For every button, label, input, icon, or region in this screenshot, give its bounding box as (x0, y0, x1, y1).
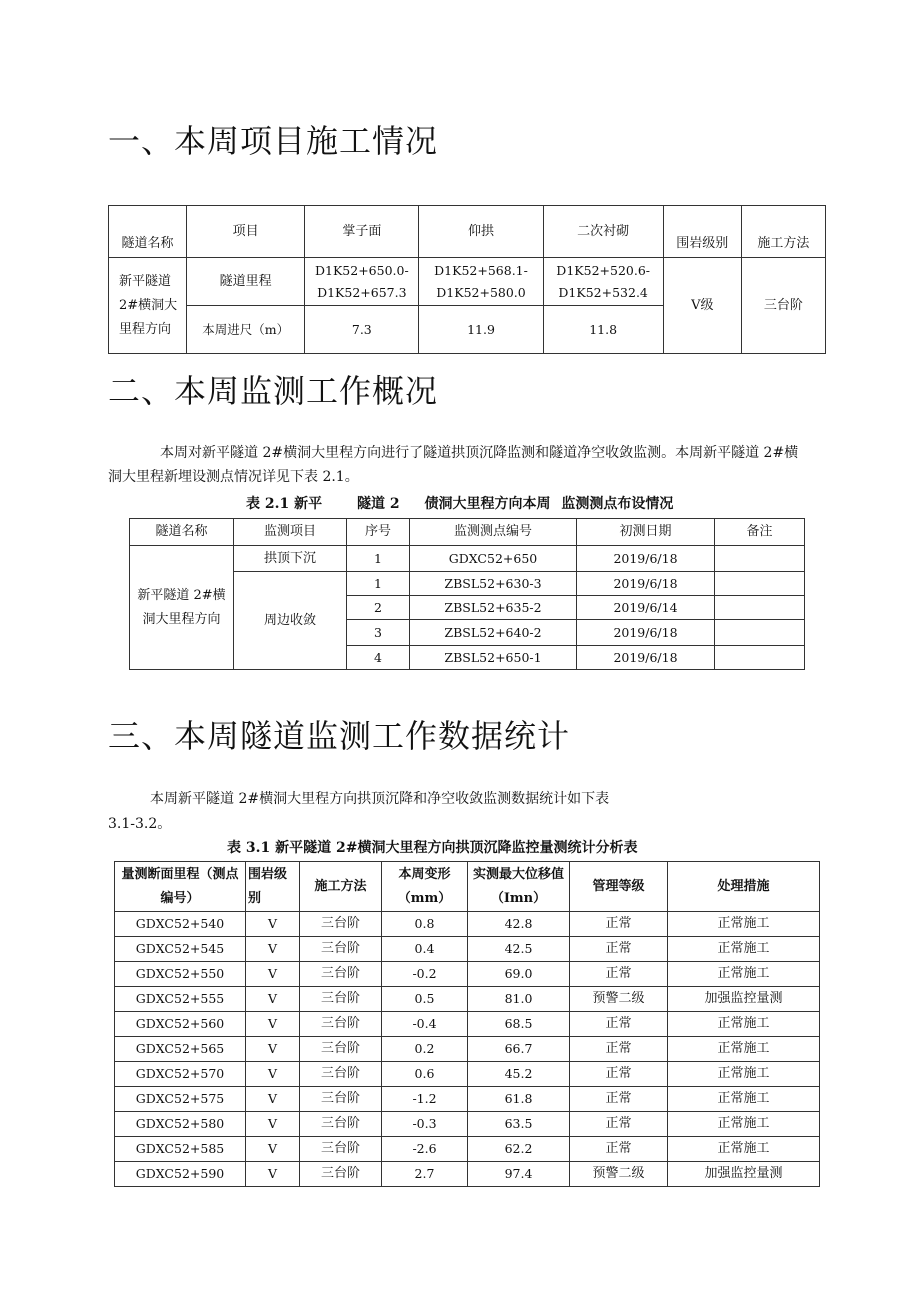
t2-code: ZBSL52+650-1 (410, 646, 577, 670)
t3-change: -1.2 (382, 1087, 468, 1112)
t3-level: 正常 (570, 912, 668, 937)
table-row (115, 1112, 820, 1137)
t2-note (715, 620, 805, 646)
t3-measure: 正常施工 (668, 1037, 820, 1062)
t2-note (715, 572, 805, 596)
method-cell: 三台阶 (741, 258, 825, 354)
t3-method: 三台阶 (300, 1012, 382, 1037)
t3-header-section: 量测断面里程（测点编号） (115, 862, 246, 912)
t3-max: 42.8 (468, 912, 570, 937)
t3-measure: 正常施工 (668, 937, 820, 962)
header-invert: 仰拱 (419, 206, 543, 258)
t3-method: 三台阶 (300, 1087, 382, 1112)
t3-measure: 正常施工 (668, 1137, 820, 1162)
t3-rock: V (246, 962, 300, 987)
t3-max: 81.0 (468, 987, 570, 1012)
t3-measure: 正常施工 (668, 912, 820, 937)
t3-measure: 正常施工 (668, 962, 820, 987)
t2-header-item: 监测项目 (234, 519, 347, 546)
t3-max: 61.8 (468, 1087, 570, 1112)
t3-change: 0.6 (382, 1062, 468, 1087)
tunnel-name-cell: 新平隧道 2#横洞大里程方向 (109, 258, 187, 354)
header-item: 项目 (187, 206, 305, 258)
table-row (115, 987, 820, 1012)
t3-method: 三台阶 (300, 1112, 382, 1137)
section3-paragraph-line2: 3.1-3.2。 (108, 816, 172, 832)
t2-date: 2019/6/14 (577, 596, 715, 620)
invert-mileage: D1K52+568.1-D1K52+580.0 (419, 258, 543, 306)
table2-caption (246, 493, 673, 513)
rock-grade-cell: Ⅴ级 (663, 258, 741, 354)
t2-date: 2019/6/18 (577, 572, 715, 596)
t2-code: ZBSL52+640-2 (410, 620, 577, 646)
t3-change: -0.4 (382, 1012, 468, 1037)
header-face: 掌子面 (305, 206, 419, 258)
section3-paragraph-line1: 本周新平隧道 2#横洞大里程方向拱顶沉降和净空收敛监测数据统计如下表 (150, 791, 610, 807)
t2-note (715, 546, 805, 572)
t3-level: 正常 (570, 962, 668, 987)
t2-code: ZBSL52+635-2 (410, 596, 577, 620)
t3-rock: V (246, 1162, 300, 1187)
t3-change: 0.2 (382, 1037, 468, 1062)
table-row (130, 546, 805, 572)
t2-no: 1 (347, 546, 410, 572)
caption-part-3: 债洞大里程方向本周 (424, 496, 551, 512)
t3-rock: V (246, 987, 300, 1012)
t3-measure: 加强监控量测 (668, 987, 820, 1012)
t2-header-note: 备注 (715, 519, 805, 546)
t2-date: 2019/6/18 (577, 620, 715, 646)
t3-section: GDXC52+555 (115, 987, 246, 1012)
t3-method: 三台阶 (300, 1162, 382, 1187)
face-mileage: D1K52+650.0-D1K52+657.3 (305, 258, 419, 306)
t3-rock: V (246, 912, 300, 937)
table-row (115, 1137, 820, 1162)
t3-change: -2.6 (382, 1137, 468, 1162)
t3-measure: 加强监控量测 (668, 1162, 820, 1187)
t3-section: GDXC52+565 (115, 1037, 246, 1062)
t3-rock: V (246, 1112, 300, 1137)
t3-header-measure: 处理措施 (668, 862, 820, 912)
t3-header-rock: 围岩级别 (246, 862, 300, 912)
header-secondary-lining: 二次衬砌 (543, 206, 663, 258)
t3-method: 三台阶 (300, 1137, 382, 1162)
t3-level: 正常 (570, 1012, 668, 1037)
t3-method: 三台阶 (300, 962, 382, 987)
lining-mileage: D1K52+520.6-D1K52+532.4 (543, 258, 663, 306)
t3-change: 0.8 (382, 912, 468, 937)
t3-max: 63.5 (468, 1112, 570, 1137)
t3-max: 66.7 (468, 1037, 570, 1062)
t2-header-tunnel: 隧道名称 (130, 519, 234, 546)
t3-rock: V (246, 1062, 300, 1087)
t3-method: 三台阶 (300, 912, 382, 937)
section3-title: 三、本周隧道监测工作数据统计 (108, 717, 571, 755)
t3-header-level: 管理等级 (570, 862, 668, 912)
t2-item-convergence: 周边收敛 (234, 572, 347, 670)
header-method: 施工方法 (741, 206, 825, 258)
t3-rock: V (246, 1087, 300, 1112)
table-row (115, 1162, 820, 1187)
t2-item-crown: 拱顶下沉 (234, 546, 347, 572)
t2-no: 2 (347, 596, 410, 620)
t3-section: GDXC52+590 (115, 1162, 246, 1187)
t3-rock: V (246, 1037, 300, 1062)
table-row (115, 1037, 820, 1062)
t2-header-no: 序号 (347, 519, 410, 546)
row-mileage-label: 隧道里程 (187, 258, 305, 306)
t3-change: 0.4 (382, 937, 468, 962)
invert-progress: 11.9 (419, 306, 543, 354)
t3-rock: V (246, 1012, 300, 1037)
t3-level: 预警二级 (570, 1162, 668, 1187)
t3-max: 69.0 (468, 962, 570, 987)
t3-section: GDXC52+540 (115, 912, 246, 937)
t3-method: 三台阶 (300, 937, 382, 962)
t2-date: 2019/6/18 (577, 546, 715, 572)
t3-level: 预警二级 (570, 987, 668, 1012)
table-row (115, 912, 820, 937)
table-row (115, 1062, 820, 1087)
t2-note (715, 596, 805, 620)
header-rock-grade: 围岩级别 (663, 206, 741, 258)
caption-part-4: 监测测点布设情况 (561, 496, 674, 512)
t3-max: 68.5 (468, 1012, 570, 1037)
table3-caption: 表 3.1 新平隧道 2#横洞大里程方向拱顶沉降监控量测统计分析表 (227, 840, 638, 856)
t3-section: GDXC52+550 (115, 962, 246, 987)
t3-header-change: 本周变形（mm） (382, 862, 468, 912)
t3-section: GDXC52+560 (115, 1012, 246, 1037)
t3-method: 三台阶 (300, 1037, 382, 1062)
t3-section: GDXC52+575 (115, 1087, 246, 1112)
t3-measure: 正常施工 (668, 1062, 820, 1087)
t3-max: 42.5 (468, 937, 570, 962)
caption-part-1: 表 2.1 新平 (246, 496, 323, 512)
caption-part-2: 隧道 2 (356, 496, 400, 512)
t2-no: 1 (347, 572, 410, 596)
t3-change: -0.2 (382, 962, 468, 987)
t3-level: 正常 (570, 1037, 668, 1062)
section2-title: 二、本周监测工作概况 (108, 372, 439, 410)
section2-paragraph: 本周对新平隧道 2#横洞大里程方向进行了隧道拱顶沉降监测和隧道净空收敛监测。本周新平隧道 2#横洞大里程新埋设测点情况详见下表 2.1。 (108, 445, 799, 485)
t3-header-max: 实测最大位移值（Imn） (468, 862, 570, 912)
lining-progress: 11.8 (543, 306, 663, 354)
t3-header-method: 施工方法 (300, 862, 382, 912)
t3-max: 97.4 (468, 1162, 570, 1187)
t2-tunnel-name: 新平隧道 2#横洞大里程方向 (130, 546, 234, 670)
construction-table (108, 205, 826, 354)
t3-measure: 正常施工 (668, 1012, 820, 1037)
t2-code: ZBSL52+630-3 (410, 572, 577, 596)
t3-level: 正常 (570, 1137, 668, 1162)
t3-section: GDXC52+545 (115, 937, 246, 962)
t3-max: 62.2 (468, 1137, 570, 1162)
t3-change: 2.7 (382, 1162, 468, 1187)
face-progress: 7.3 (305, 306, 419, 354)
crown-settlement-table (114, 861, 820, 1187)
t2-no: 4 (347, 646, 410, 670)
t3-rock: V (246, 937, 300, 962)
t3-method: 三台阶 (300, 987, 382, 1012)
t3-method: 三台阶 (300, 1062, 382, 1087)
t3-level: 正常 (570, 1062, 668, 1087)
row-progress-label: 本周进尺（m） (187, 306, 305, 354)
table-row (115, 1012, 820, 1037)
t2-note (715, 646, 805, 670)
t3-rock: V (246, 1137, 300, 1162)
t3-level: 正常 (570, 937, 668, 962)
t2-code: GDXC52+650 (410, 546, 577, 572)
t3-section: GDXC52+580 (115, 1112, 246, 1137)
t3-body (115, 912, 820, 1187)
table-row (115, 1087, 820, 1112)
t3-max: 45.2 (468, 1062, 570, 1087)
t2-no: 3 (347, 620, 410, 646)
t3-measure: 正常施工 (668, 1112, 820, 1137)
table-row (115, 962, 820, 987)
t2-header-code: 监测测点编号 (410, 519, 577, 546)
t2-header-date: 初测日期 (577, 519, 715, 546)
t3-section: GDXC52+585 (115, 1137, 246, 1162)
t3-section: GDXC52+570 (115, 1062, 246, 1087)
t3-level: 正常 (570, 1112, 668, 1137)
section1-title: 一、本周项目施工情况 (108, 122, 439, 160)
header-tunnel-name: 隧道名称 (109, 206, 187, 258)
t3-change: 0.5 (382, 987, 468, 1012)
t3-measure: 正常施工 (668, 1087, 820, 1112)
t3-change: -0.3 (382, 1112, 468, 1137)
t2-date: 2019/6/18 (577, 646, 715, 670)
monitoring-points-table (129, 518, 805, 670)
table-row (115, 937, 820, 962)
t3-level: 正常 (570, 1087, 668, 1112)
